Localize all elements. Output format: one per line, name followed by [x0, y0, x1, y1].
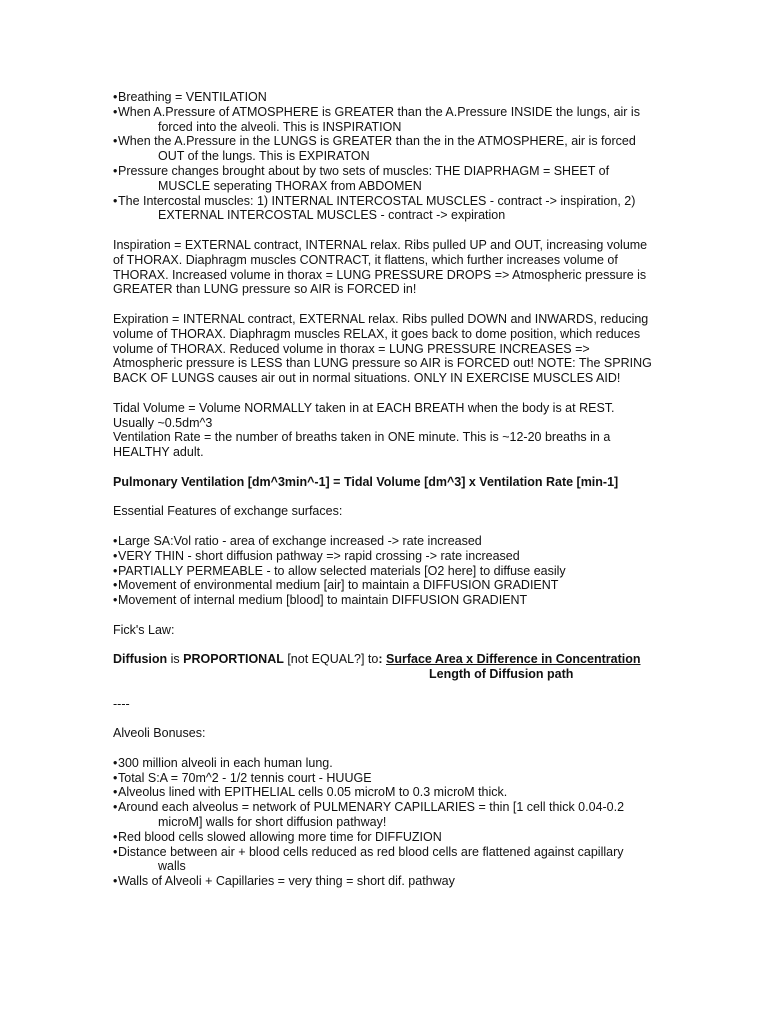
- list-item: •Total S:A = 70m^2 - 1/2 tennis court - HUUGE: [113, 770, 372, 785]
- list-item: •Red blood cells slowed allowing more time for DIFFUZION: [113, 829, 442, 844]
- bullet-icon: •: [113, 578, 118, 593]
- bullet-icon: •: [113, 548, 118, 563]
- list-item: •Breathing = VENTILATION: [113, 90, 267, 104]
- bullet-icon: •: [113, 90, 118, 104]
- breathing-list: [113, 90, 653, 223]
- list-item: •Around each alveolus = network of PULMENARY CAPILLARIES = thin [1 cell thick 0.04-0.2 microM] walls for short diffusion pathway!: [113, 800, 625, 830]
- bullet-icon: •: [113, 829, 118, 844]
- bullet-icon: •: [113, 593, 118, 608]
- bullet-icon: •: [113, 800, 118, 815]
- ficks-denominator: Length of Diffusion path: [429, 667, 574, 682]
- list-item: •When the A.Pressure in the LUNGS is GREATER than the in the ATMOSPHERE, air is forced OUT of the lungs. This is EXPIRATON: [113, 134, 636, 164]
- ficks-law-heading: Fick's Law:: [113, 622, 175, 637]
- tidal-volume-paragraph: Tidal Volume = Volume NORMALLY taken in at EACH BREATH when the body is at REST. Usually ~0.5dm^3 Ventilation Rate = the number of breaths taken in ONE minute. This is ~12-20 breaths in a HEALTHY adult.: [113, 400, 615, 460]
- expiration-paragraph: Expiration = INTERNAL contract, EXTERNAL relax. Ribs pulled DOWN and INWARDS, reducing volume of THORAX. Diaphragm muscles RELAX, it goes back to dome position, which reduces volume of THORAX. Reduced volume in thorax = LUNG PRESSURE INCREASES => Atmospheric pressure is LESS than LUNG pressure so AIR is FORCED out! NOTE: The SPRING BACK OF LUNGS causes air out in normal situations. ONLY IN EXERCISE MUSCLES AID!: [113, 311, 652, 386]
- ficks-law-formula: [113, 652, 653, 682]
- bullet-icon: •: [113, 104, 118, 119]
- list-item: •Pressure changes brought about by two sets of muscles: THE DIAPRHAGM = SHEET of MUSCLE seperating THORAX from ABDOMEN: [113, 163, 610, 193]
- bullet-icon: •: [113, 874, 118, 889]
- alveoli-heading: Alveoli Bonuses:: [113, 726, 206, 741]
- bullet-icon: •: [113, 134, 118, 149]
- list-item: •Movement of environmental medium [air] to maintain a DIFFUSION GRADIENT: [113, 578, 559, 593]
- list-item: •300 million alveoli in each human lung.: [113, 755, 333, 770]
- list-item: •Walls of Alveoli + Capillaries = very thing = short dif. pathway: [113, 874, 455, 889]
- list-item: •Large SA:Vol ratio - area of exchange increased -> rate increased: [113, 533, 482, 548]
- bullet-icon: •: [113, 193, 118, 208]
- bullet-icon: •: [113, 163, 118, 178]
- list-item: •Movement of internal medium [blood] to maintain DIFFUSION GRADIENT: [113, 593, 528, 608]
- bullet-icon: •: [113, 770, 118, 785]
- inspiration-paragraph: Inspiration = EXTERNAL contract, INTERNAL relax. Ribs pulled UP and OUT, increasing volume of THORAX. Diaphragm muscles CONTRACT, it flattens, which further increases volume of THORAX. Increased volume in thorax = LUNG PRESSURE DROPS => Atmospheric pressure is GREATER than LUNG pressure so AIR is FORCED in!: [113, 237, 648, 297]
- document-page: [113, 90, 653, 889]
- separator-text: ----: [113, 696, 130, 711]
- ficks-law-line: Diffusion is PROPORTIONAL [not EQUAL?] to: Surface Area x Difference in Concentration: [113, 652, 641, 667]
- bullet-icon: •: [113, 533, 118, 548]
- list-item: •When A.Pressure of ATMOSPHERE is GREATER than the A.Pressure INSIDE the lungs, air is forced into the alveoli. This is INSPIRATION: [113, 104, 640, 134]
- ficks-numerator: Surface Area x Difference in Concentration: [386, 652, 641, 667]
- list-item: •Distance between air + blood cells reduced as red blood cells are flattened against capillary walls: [113, 844, 624, 874]
- bullet-icon: •: [113, 755, 118, 770]
- features-heading: Essential Features of exchange surfaces:: [113, 504, 343, 519]
- list-item: •VERY THIN - short diffusion pathway => rapid crossing -> rate increased: [113, 548, 520, 563]
- list-item: •PARTIALLY PERMEABLE - to allow selected materials [O2 here] to diffuse easily: [113, 563, 566, 578]
- list-item: •The Intercostal muscles: 1) INTERNAL INTERCOSTAL MUSCLES - contract -> inspiration, 2) EXTERNAL INTERCOSTAL MUSCLES - contract -> expiration: [113, 193, 636, 223]
- alveoli-list: [113, 756, 653, 889]
- features-list: [113, 534, 653, 608]
- list-item: •Alveolus lined with EPITHELIAL cells 0.05 microM to 0.3 microM thick.: [113, 785, 508, 800]
- pulmonary-ventilation-formula: Pulmonary Ventilation [dm^3min^-1] = Tidal Volume [dm^3] x Ventilation Rate [min-1]: [113, 474, 619, 489]
- bullet-icon: •: [113, 785, 118, 800]
- bullet-icon: •: [113, 563, 118, 578]
- bullet-icon: •: [113, 844, 118, 859]
